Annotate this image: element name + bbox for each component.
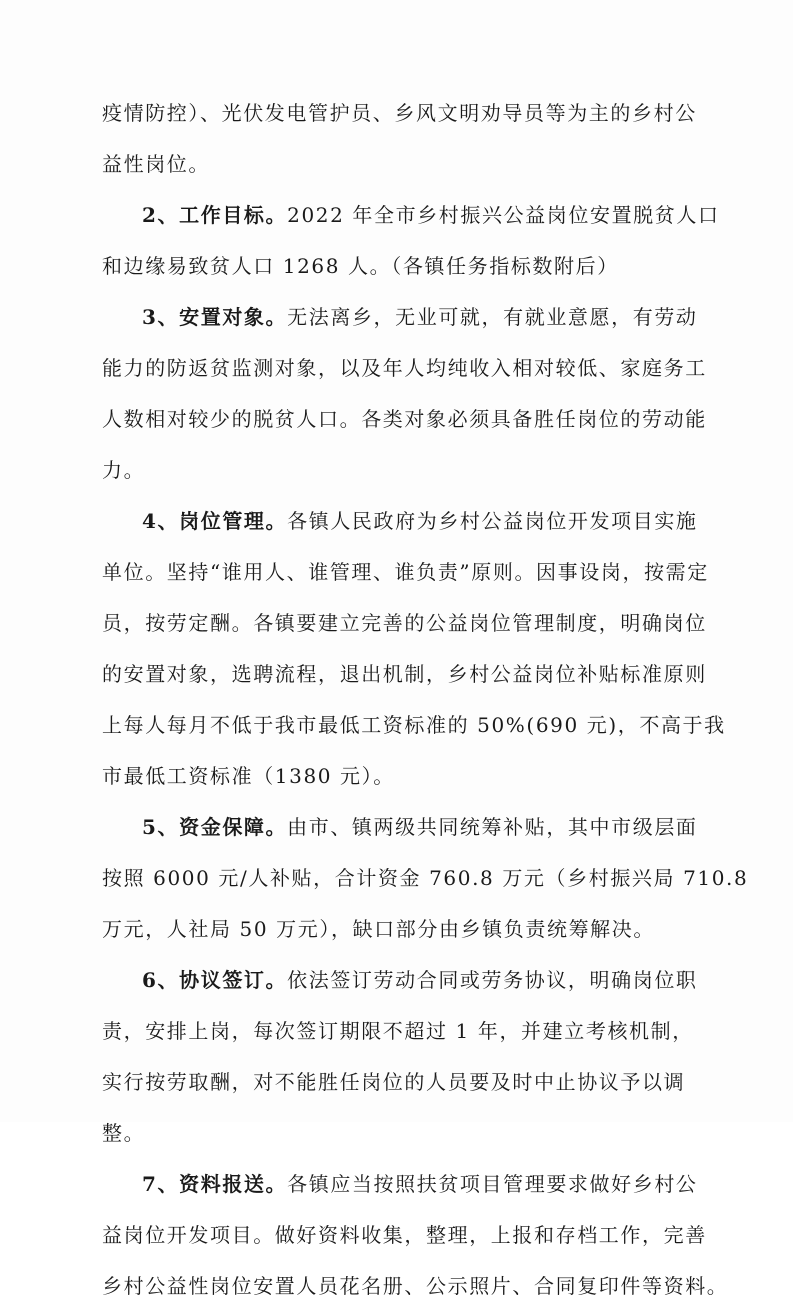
text-line: 乡村公益性岗位安置人员花名册、公示照片、合同复印件等资料。 [102, 1274, 729, 1298]
section-heading: 6、协议签订。 [142, 968, 288, 992]
text-span: 各镇人民政府为乡村公益岗位开发项目实施 [287, 509, 698, 533]
paragraph-post-management [102, 504, 726, 793]
text-line-first [102, 810, 702, 844]
paragraph-reporting [102, 1167, 729, 1303]
text-line: 益岗位开发项目。做好资料收集，整理，上报和存档工作，完善 [102, 1223, 707, 1247]
text-line: 人数相对较少的脱贫人口。各类对象必须具备胜任岗位的劳动能 [102, 407, 707, 431]
text-line-first [102, 300, 702, 334]
section-heading: 4、岗位管理。 [142, 509, 288, 533]
text-line: 按照 6000 元/人补贴，合计资金 760.8 万元（乡村振兴局 710.8 [102, 866, 749, 890]
text-line: 员，按劳定酬。各镇要建立完善的公益岗位管理制度，明确岗位 [102, 611, 707, 635]
text-line: 益性岗位。 [102, 152, 210, 176]
text-line: 实行按劳取酬，对不能胜任岗位的人员要及时中止协议予以调 [102, 1070, 686, 1094]
text-line: 上每人每月不低于我市最低工资标准的 50%(690 元)，不高于我 [102, 713, 726, 737]
section-heading: 2、工作目标。 [142, 203, 288, 227]
text-span: 由市、镇两级共同统筹补贴，其中市级层面 [287, 815, 698, 839]
paragraph-work-goal [102, 198, 720, 283]
text-line: 市最低工资标准（1380 元）。 [102, 764, 395, 788]
text-line: 的安置对象，选聘流程，退出机制，乡村公益岗位补贴标准原则 [102, 662, 707, 686]
text-line: 整。 [102, 1121, 146, 1145]
text-span: 2022 年全市乡村振兴公益岗位安置脱贫人口 [287, 203, 720, 227]
text-span: 无法离乡，无业可就，有就业意愿，有劳动 [287, 305, 698, 329]
text-line: 能力的防返贫监测对象，以及年人均纯收入相对较低、家庭务工 [102, 356, 707, 380]
paragraph-continuation [102, 96, 702, 181]
text-line: 责，安排上岗，每次签订期限不超过 1 年，并建立考核机制， [102, 1019, 694, 1043]
text-span: 依法签订劳动合同或劳务协议，明确岗位职 [287, 968, 698, 992]
text-span: 各镇应当按照扶贫项目管理要求做好乡村公 [287, 1172, 698, 1196]
text-line: 疫情防控）、光伏发电管护员、乡风文明劝导员等为主的乡村公 [102, 101, 697, 125]
section-heading: 3、安置对象。 [142, 305, 288, 329]
paragraph-funding [102, 810, 749, 946]
section-heading: 5、资金保障。 [142, 815, 288, 839]
text-line: 和边缘易致贫人口 1268 人。（各镇任务指标数附后） [102, 254, 619, 278]
text-line: 单位。坚持“谁用人、谁管理、谁负责”原则。因事设岗，按需定 [102, 560, 709, 584]
paragraph-placement-targets [102, 300, 707, 487]
text-line: 力。 [102, 458, 146, 482]
text-line-first [102, 963, 702, 997]
text-line-first [102, 198, 720, 232]
text-line: 万元，人社局 50 万元），缺口部分由乡镇负责统筹解决。 [102, 917, 655, 941]
text-line-first [102, 1167, 702, 1201]
text-line-first [102, 504, 702, 538]
section-heading: 7、资料报送。 [142, 1172, 288, 1196]
